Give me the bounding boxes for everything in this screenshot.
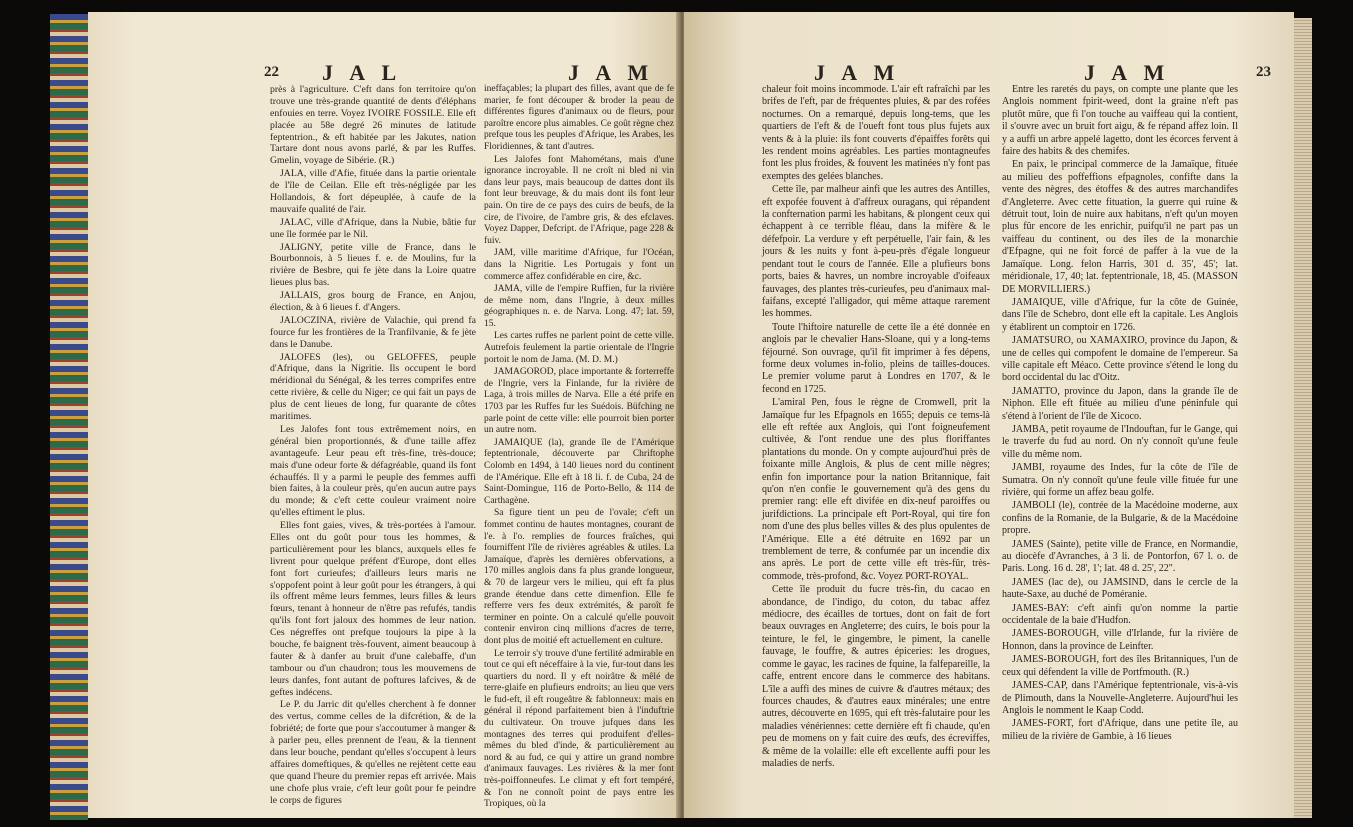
paragraph: JALIGNY, petite ville de France, dans le Bourbonnois, à 5 lieues f. e. de Moulins, fur la rivière de Besbre, qui fe jète dans la Loire quatre lieues plus bas. <box>270 241 476 289</box>
text-column-2 <box>484 84 674 812</box>
page-number: 23 <box>1256 64 1271 80</box>
right-page <box>684 12 1294 818</box>
paragraph: JAMES-BOROUGH, fort des îles Britanniques, l'un de ceux qui défendent la ville de Portfmouth. (R.) <box>1002 654 1238 678</box>
running-head-left: J A M <box>814 60 901 85</box>
paragraph: JAMATTO, province du Japon, dans la grande île de Niphon. Elle eft fituée au milieu d'une péninfule qui s'étend à l'orient de l'île de Xicoco. <box>1002 385 1238 422</box>
paragraph: JAMES-FORT, fort d'Afrique, dans une petite île, au milieu de la rivière de Gambie, à 16 lieues <box>1002 718 1238 742</box>
paragraph: Toute l'hiftoire naturelle de cette île a été donnée en anglois par le chevalier Hans-Sloane, qui y a long-tems féjourné. Son ouvrage, qu'il fit imprimer à fes dépens, forme deux volumes in-folio, pleins de tailles-douces. Le premier volume parut à Londres en 1707, & le fecond en 1725. <box>762 321 990 395</box>
text-column-2 <box>1002 84 1238 744</box>
text-column-1 <box>270 84 476 807</box>
paragraph: JAMATSURO, ou XAMAXIRO, province du Japon, & une de celles qui compofent le domaine de l'empereur. Sa ville capitale eft Méaco. Cette province s'étend le long du bord occidental du lac d'Oitz. <box>1002 335 1238 384</box>
paragraph: ineffaçables; la plupart des filles, avant que de fe marier, fe font découper & broder la peau de différentes figures d'animaux ou de fleurs, pour paroître encore plus aimables. Ce goût règne chez prefque tous les peuples d'Afrique, les Arabes, les Floridiennes, & tant d'autres. <box>484 84 674 152</box>
paragraph: Entre les raretés du pays, on compte une plante que les Anglois nomment fpirit-weed, dont la graine n'eft pas plutôt mûre, que fi l'on touche au vaiffeau qui la contient, il s'ouvre avec un bruit fort aigu, & fe répand affez loin. Il y a auffi un arbre appelé lagetto, dont les écorces fervent à faire des habits & des chemifes. <box>1002 84 1238 158</box>
running-head-right: J A M <box>568 60 655 85</box>
paragraph: Les cartes ruffes ne parlent point de cette ville. Autrefois feulement la partie orientale de l'Ingrie portoit le nom de Jama. (M. D. M.) <box>484 331 674 365</box>
paragraph: JAMES (lac de), ou JAMSIND, dans le cercle de la haute-Saxe, au duché de Poméranie. <box>1002 576 1238 601</box>
paragraph: JAMES-CAP, dans l'Amérique feptentrionale, vis-à-vis de Plimouth, dans la Nouvelle-Angleterre. Aujourd'hui les Anglois le nomment le Kaap Codd. <box>1002 680 1238 716</box>
paragraph: Le terroir s'y trouve d'une fertilité admirable en tout ce qui eft néceffaire à la vie, fur-tout dans les quartiers du nord. Il y eft noirâtre & mêlé de terre-glaife en plufieurs endroits; au lieu que vers le fud-eft, il eft rougeâtre & fablonneux: mais en général il répond parfaitement bien à l'induftrie du cultivateur. On trouve jufques dans les montagnes des terres qui produifent d'elles-mêmes du bled d'inde, & particulièrement au nord & au fud, ce qui y attire un grand nombre d'animaux fauvages. Les rivières & la mer font très-poiffonneufes. Le climat y eft fort tempéré, & l'on ne connoît point de pays entre les Tropiques, où la <box>484 648 674 810</box>
running-head-left: J A L <box>322 60 403 85</box>
page-number: 22 <box>264 64 279 80</box>
text-column-1 <box>762 84 990 771</box>
paragraph: JALA, ville d'Afie, fituée dans la partie orientale de l'île de Ceilan. Elle eft très-négligée par les Hollandois, & fort dépeuplée, à caufe de la mauvaife qualité de l'air. <box>270 168 476 215</box>
paragraph: JAMA, ville de l'empire Ruffien, fur la rivière de même nom, dans l'Ingrie, à deux milles géographiques n. e. de Narva. Long. 47; lat. 59, 15. <box>484 284 674 329</box>
paragraph: JAMAIQUE (la), grande île de l'Amérique feptentrionale, découverte par Chriftophe Colomb en 1494, à 140 lieues nord du continent de l'Amérique. Elle eft à 18 li. f. de Cuba, 24 de Saint-Domingue, 116 de Porto-Bello, & 114 de Carthagène. <box>484 437 674 506</box>
paragraph: JAMES (Sainte), petite ville de France, en Normandie, au diocèfe d'Avranches, à 3 li. de Pontorfon, 67 l. o. de Paris. Long. 16 d. 28', 1'; lat. 48 d. 25', 22". <box>1002 538 1238 575</box>
paragraph: JALAC, ville d'Afrique, dans la Nubie, bâtie fur une île formée par le Nil. <box>270 216 476 240</box>
paragraph: Les Jalofes font Mahométans, mais d'une ignorance incroyable. Il ne croît ni bled ni vin dans leur pays, mais beaucoup de dattes dont ils font leur breuvage, & du mais dont ils font leur pain. On tire de ce pays des cuirs de beufs, de la cire, de l'ivoire, de l'ambre gris, & des efclaves. Voyez Dapper, Defcript. de l'Afrique, page 228 & fuiv. <box>484 154 674 246</box>
paragraph: JALOCZINA, rivière de Valachie, qui prend fa fource fur les frontières de la Tranfilvanie, & fe jète dans le Danube. <box>270 314 476 350</box>
paragraph: JAMAGOROD, place importante & forterreffe de l'Ingrie, vers la Finlande, fur la rivière de Laga, à trois milles de Narva. Elle a été prife en 1703 par les Ruffes fur les Suédois. Büfching ne parle point de cette ville: elle pourroit bien porter un autre nom. <box>484 367 674 436</box>
book-edge-right <box>1294 18 1312 818</box>
open-book <box>50 8 1312 820</box>
paragraph: Cette île, par malheur ainfi que les autres des Antilles, eft expofée fouvent à d'affreux ouragans, qui répandent la confternation parmi les habitans, & plongent ceux qui échappent à ce terrible fléau, dans la mifère & le défefpoir. La verdure y eft perpétuelle, l'air fain, & les jours & les nuits y font à-peu-près d'égale longueur pendant tout le cours de l'année. Elle a plufieurs bons ports, baies & havres, un nombre incroyable d'oifeaux fauvages, des plantes très-curieufes, peu d'animaux mal-faifans, excepté l'alligador, qui même attaque rarement les hommes. <box>762 184 990 320</box>
book-edge-left <box>50 14 88 820</box>
paragraph: JALOFES (les), ou GELOFFES, peuple d'Afrique, dans la Nigritie. Ils occupent le bord méridional du Sénégal, & les terres comprifes entre cette rivière, & celle du Niger; ce qui fait un pays de plus de cent lieues de long, fur quarante de côtes maritimes. <box>270 351 476 423</box>
paragraph: JAMAIQUE, ville d'Afrique, fur la côte de Guinée, dans l'île de Schebro, dont elle eft la capitale. Les Anglois y établirent un comptoir en 1726. <box>1002 296 1238 333</box>
paragraph: JAM, ville maritime d'Afrique, fur l'Océan, dans la Nigritie. Les Portugais y font un commerce affez confidérable en cire, &c. <box>484 248 674 282</box>
paragraph: Le P. du Jarric dit qu'elles cherchent à fe donner des vertus, comme celles de la difcrétion, & de la fobriété; de forte que pour s'accoutumer à manger & à parler peu, elles prennent de l'eau, & la tiennent dans leur bouche, pendant qu'elles s'occupent à leurs affaires domeftiques, & qu'elles ne rejètent cette eau que quand l'heure du premier repas eft arrivée. Mais une chofe plus vraie, c'eft leur goût pour fe peindre le corps de figures <box>270 699 476 806</box>
running-head-right: J A M <box>1084 60 1171 85</box>
paragraph: JAMBI, royaume des Indes, fur la côte de l'île de Sumatra. On n'y connoît qu'une feule ville fituée fur une rivière, qui forme un affez beau golfe. <box>1002 462 1238 498</box>
paragraph: Elles font gaies, vives, & très-portées à l'amour. Elles ont du goût pour tous les hommes, & particulièrement pour les blancs, auxquels elles fe livrent pour quelque préfent d'Europe, dont elles font fort curieufes; d'ailleurs leurs maris ne s'oppofent point à leur goût pour les étrangers, à qui ils offrent même leurs femmes, leurs filles & leurs fœurs, tenant à honneur de n'être pas refufés, tandis qu'ils font fort jaloux des hommes de leur nation. Ces négreffes ont prefque toujours la pipe à la bouche, fe baignent très-fouvent, aiment beaucoup à fauter & à danfer au bruit d'une calebaffe, d'un tambour ou d'un chaudron; tous les mouvemens de leurs danfes, font autant de poftures lafcives, & de geftes indécens. <box>270 520 476 698</box>
left-page <box>88 12 680 818</box>
paragraph: Les Jalofes font tous extrêmement noirs, en général bien proportionnés, & d'une taille affez avantageufe. Leur peau eft très-fine, très-douce; mais d'une odeur forte & défagréable, quand ils font échauffés. Il y a parmi le peuple des femmes auffi bien faites, à la couleur près, qu'en aucun autre pays du monde; & c'eft cette couleur vraiment noire qu'elles eftiment le plus. <box>270 423 476 519</box>
paragraph: JAMBOLI (le), contrée de la Macédoine moderne, aux confins de la Romanie, de la Bulgarie, & de la Macédoine propre. <box>1002 500 1238 537</box>
paragraph: L'amiral Pen, fous le règne de Cromwell, prit la Jamaïque fur les Efpagnols en 1655; depuis ce tems-là elle eft reftée aux Anglois, qui l'ont foigneufement cultivée, & l'ont rendue une des plus floriffantes plantations du monde. On y compte aujourd'hui près de foixante mille Anglois, & plus de cent mille nègres; enfin fon importance pour la nation Britannique, fait qu'on n'en confie le gouvernement qu'à des gens du premier rang: elle eft divifée en dix-neuf paroiffes ou jurifdictions. La principale eft Port-Royal, qui tire fon nom d'une des plus belles villes & des plus opulentes de l'Amérique. Elle a été détruite en 1692 par un tremblement de terre, & confumée par un incendie dix ans après. Le port de cette ville eft très-fûr, très-commode, très-profond, &c. Voyez PORT-ROYAL. <box>762 397 990 582</box>
paragraph: chaleur foit moins incommode. L'air eft rafraîchi par les brifes de l'eft, par de fréquentes pluies, & par des rofées nocturnes. On a remarqué, depuis long-tems, que les quartiers de l'eft & de l'oueft font tous plus fujets aux vents & à la pluie: ils font couverts d'épaiffes forêts qui les rendent moins agréables. Les parties montagneufes font les plus froides, & fouvent les matinées n'y font pas exemptes des gelées blanches. <box>762 84 990 182</box>
paragraph: JAMBA, petit royaume de l'Indouftan, fur le Gange, qui le traverfe du fud au nord. On n'y connoît qu'une feule ville du même nom. <box>1002 423 1238 460</box>
paragraph: JALLAIS, gros bourg de France, en Anjou, élection, & à 6 lieues f. d'Angers. <box>270 290 476 314</box>
paragraph: JAMES-BOROUGH, ville d'Irlande, fur la rivière de Honnon, dans la province de Leinfter. <box>1002 628 1238 652</box>
paragraph: Sa figure tient un peu de l'ovale; c'eft un fommet continu de hautes montagnes, courant de l'e. à l'o. remplies de fources fraîches, qui fourniffent l'île de rivières agréables & utiles. La Jamaïque, d'après les dernières obfervations, a 170 milles anglois dans fa plus grande longueur, & 70 de largeur vers le milieu, qui eft fa plus grande étendue dans cette dimenfion. Elle fe refferre vers fes deux extrémités, & paroît fe terminer en pointe. On a calculé qu'elle pouvoit contenir environ cinq millions d'acres de terre, dont plus de moitié eft actuellement en culture. <box>484 508 674 646</box>
paragraph: En paix, le principal commerce de la Jamaïque, fituée au milieu des poffeffions efpagnoles, confifte dans la vente des nègres, des étoffes & des autres marchandifes d'Angleterre. Avec cette fituation, la guerre qui ruine & détruit tout, loin de nuire aux habitans, n'eft qu'un moyen plus fûr encore de les enrichir, puifqu'il ne part pas un vaiffeau du continent, ou des îles de la monarchie d'Efpagne, qui ne foit forcé de paffer à la vue de la Jamaïque. Long. felon Harris, 301 d. 35', 45'; lat. méridionale, 17, 40; lat. feptentrionale, 18, 45. (MASSON DE MORVILLIERS.) <box>1002 159 1238 295</box>
paragraph: Cette île produit du fucre très-fin, du cacao en abondance, de l'indigo, du coton, du tabac affez médiocre, des écailles de tortues, dont on fait de fort beaux ouvrages en Angleterre; des cuirs, le bois pour la teinture, le fel, le gingembre, le piment, la canelle fauvage, le fouffre, & autres épiceries: les drogues, comme le gayac, les racines de fquine, la falfepareille, la caffe, entrent encore dans le commerce des habitans. L'île a auffi des mines de cuivre & d'autres métaux; des fources chaudes, & d'autres eaux minérales; une entre autres, découverte en 1695, qui eft très-falutaire pour les maladies vénériennes: cette dernière eft fi chaude, qu'en peu de momens on y fait cuire des œufs, des écreviffes, & même de la volaille: elle eft excellente auffi pour les maladies de nerfs. <box>762 584 990 769</box>
paragraph: près à l'agriculture. C'eft dans fon territoire qu'on trouve une très-grande quantité de dents d'éléphans enfouies en terre. Voyez IVOIRE FOSSILE. Elle eft placée au 58e degré 26 minutes de latitude feptentrion., & eft habitée par les Jakutes, nation Tartare dont nous avons parlé, & par les Ruffes. Gmelin, voyage de Sibérie. (R.) <box>270 84 476 167</box>
paragraph: JAMES-BAY: c'eft ainfi qu'on nomme la partie occidentale de la baie d'Hudfon. <box>1002 602 1238 627</box>
